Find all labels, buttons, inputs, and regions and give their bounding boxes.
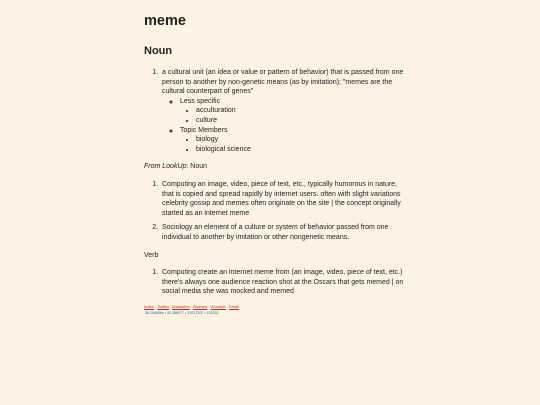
footer-link-email[interactable]: Email bbox=[228, 303, 239, 309]
lookup-source bbox=[144, 162, 404, 172]
separator: · bbox=[169, 303, 172, 309]
separator: · bbox=[208, 303, 210, 309]
definition-item: 1. Computing an image, video, piece of text, etc., typically humorous in nature, that is copied and spread rapidly by internet users. often with slight variations celebrity gossip and memes often originate on the site | the concept originally started as an internet meme bbox=[160, 180, 404, 218]
noun-heading: Noun bbox=[144, 45, 173, 57]
related-term: • biology bbox=[196, 135, 404, 145]
lookup-source-name: From LookUp bbox=[144, 163, 187, 171]
footer-link-mastodon[interactable]: Mastodon bbox=[172, 303, 190, 309]
lookup-definitions bbox=[144, 180, 404, 243]
related-term: • acculturation bbox=[196, 106, 404, 116]
verb-heading: Verb bbox=[144, 251, 159, 259]
page-title: meme bbox=[144, 13, 186, 29]
noun-definitions bbox=[144, 68, 404, 154]
footer-link-twitter[interactable]: Twitter bbox=[157, 303, 169, 309]
footer-link-bluesky[interactable]: Bluesky bbox=[193, 303, 208, 309]
related-terms bbox=[180, 135, 404, 154]
footer-links bbox=[144, 304, 404, 310]
separator: · bbox=[226, 303, 228, 309]
footer-link-index[interactable]: Index bbox=[144, 303, 154, 309]
definition-item bbox=[160, 68, 404, 154]
definition-text: a cultural unit (an idea or value or pattern of behavior) that is passed from one person to another by non-genetic means (as by imitation); "memes are the cultural counterpart of genes" bbox=[162, 69, 404, 96]
footer-meta: 36.104606s • 92.388077 • 12017202 • 132232 bbox=[145, 310, 219, 315]
related-term: • culture bbox=[196, 116, 404, 126]
related-term: • biological science bbox=[196, 145, 404, 155]
category-label: Topic Members bbox=[180, 126, 228, 134]
related-terms bbox=[180, 106, 404, 125]
separator: · bbox=[190, 303, 193, 309]
category-topic-members bbox=[180, 126, 404, 155]
verb-definitions bbox=[144, 268, 404, 297]
category-label: Less specific bbox=[180, 97, 221, 105]
definition-item: 1. Computing create an internet meme from (an image, video, piece of text, etc.) there's always one audience reaction shot at the Oscars that gets memed | on social media she was mocked and memed bbox=[160, 268, 404, 297]
lookup-source-suffix: : Noun bbox=[186, 163, 208, 171]
category-list bbox=[162, 97, 404, 155]
content bbox=[144, 12, 404, 316]
category-less-specific bbox=[180, 97, 404, 126]
definition-item: 2. Sociology an element of a culture or system of behavior passed from one individual to another by imitation or other nongenetic means. bbox=[160, 223, 404, 242]
footer-link-wordnet[interactable]: Wordnet bbox=[210, 303, 226, 309]
separator: · bbox=[154, 303, 157, 309]
